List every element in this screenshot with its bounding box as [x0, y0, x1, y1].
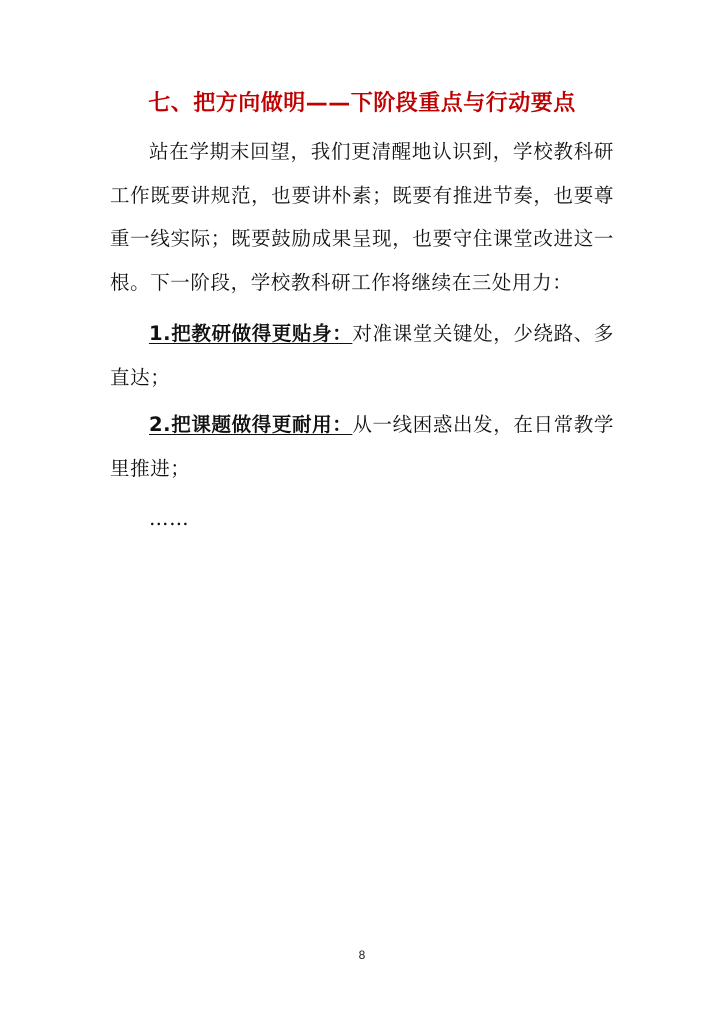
section-heading: 七、把方向做明——下阶段重点与行动要点 [148, 91, 576, 116]
list-item-1-lead: 1.把教研做得更贴身： [149, 322, 353, 345]
page-number: 8 [358, 948, 366, 962]
list-item-2-lead: 2.把课题做得更耐用： [149, 413, 353, 436]
ellipsis-paragraph: …… [149, 507, 190, 530]
list-item-2-body: 从一线困惑出发，在日常教学里推进； [110, 413, 614, 480]
list-item-2 [110, 403, 614, 490]
intro-paragraph: 站在学期末回望，我们更清醒地认识到，学校教科研工作既要讲规范，也要讲朴素；既要有推进节奏，也要尊重一线实际；既要鼓励成果呈现，也要守住课堂改进这一根。下一阶段，学校教科研工作将继续在三处用力： [110, 140, 614, 294]
list-item-1-body: 对准课堂关键处，少绕路、多直达； [110, 322, 614, 389]
list-item-1 [110, 312, 614, 399]
